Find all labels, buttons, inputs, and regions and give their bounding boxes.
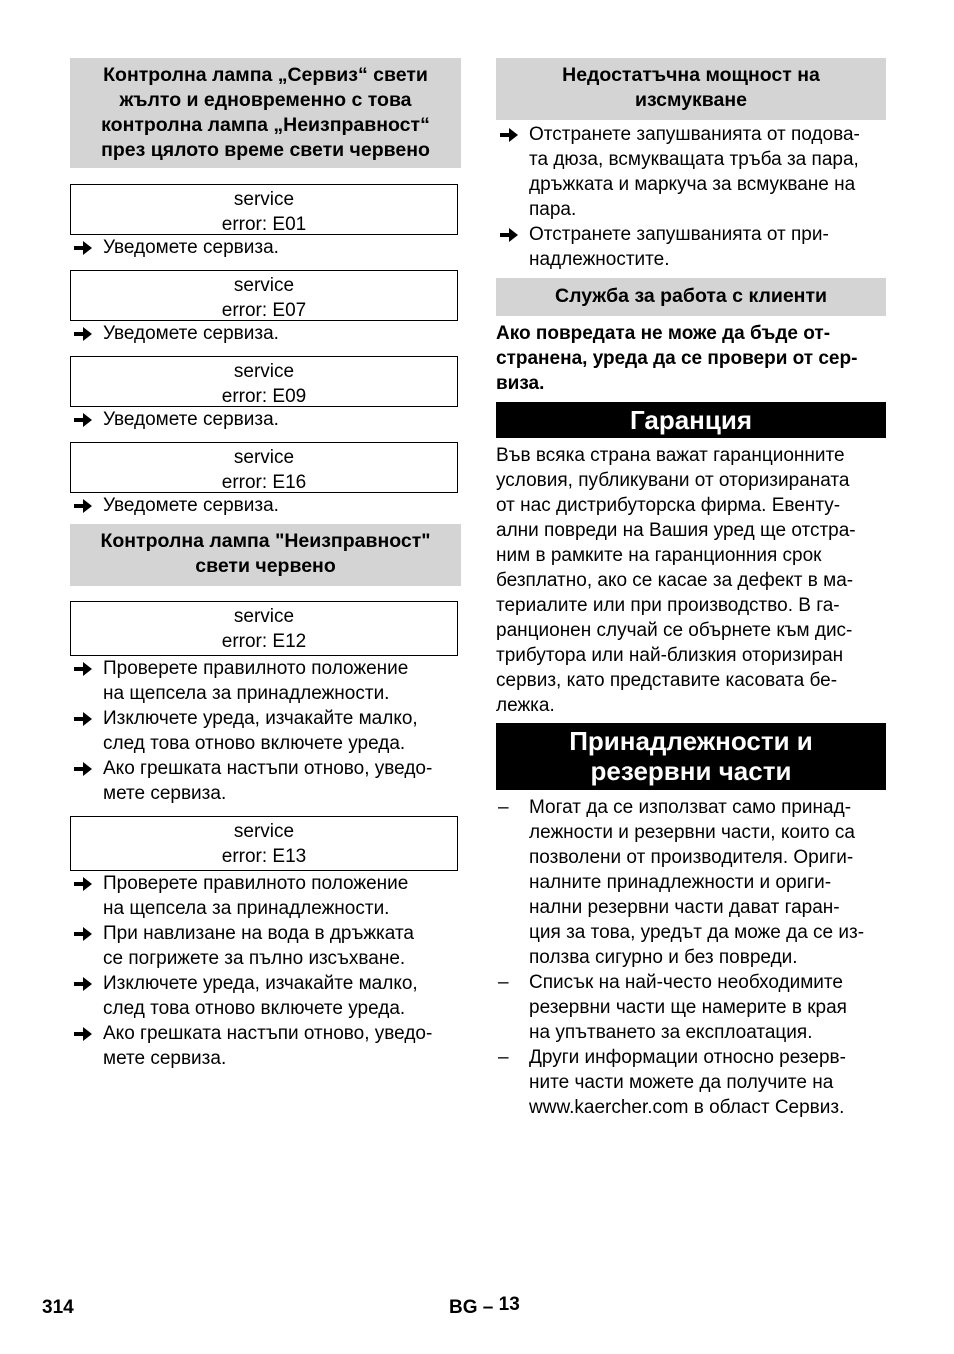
heading-line: изсмукване: [634, 89, 747, 111]
list-item: [496, 795, 886, 970]
text-line: териалите или при производство. В га-: [496, 595, 840, 616]
arrow-right-icon: [74, 977, 92, 991]
heading-line: Контролна лампа „Сервиз“ свети: [103, 64, 428, 86]
list-item: [70, 971, 461, 1021]
step-text: мете сервиза.: [103, 783, 227, 804]
step-text: Уведомете сервиза.: [103, 323, 279, 344]
step-text: Отстранете запушванията от при-: [529, 224, 829, 245]
error-display-e07: [70, 270, 458, 321]
text-line: условия, публикувани от оторизираната: [496, 470, 850, 491]
step-text: Отстранете запушванията от подова-: [529, 124, 860, 145]
step-text: Уведомете сервиза.: [103, 495, 279, 516]
error-display-e12: [70, 601, 458, 656]
display-service-text: service: [233, 821, 295, 842]
heading-line: Гаранция: [629, 405, 753, 435]
text-line: лежности и резервни части, които са: [529, 822, 855, 843]
step-text: Ако грешката настъпи отново, уведо-: [103, 1023, 433, 1044]
warranty-text: [496, 443, 886, 718]
text-line: налните принадлежности и ориги-: [529, 872, 832, 893]
display-error-code: error: E07: [221, 300, 307, 321]
page-number: 314: [42, 1297, 74, 1318]
right-column: [496, 58, 886, 1120]
arrow-right-icon: [74, 499, 92, 513]
error-display-e16: [70, 442, 458, 493]
step-text: та дюза, всмукващата тръба за пара,: [529, 149, 859, 170]
text-line: позволени от производителя. Ориги-: [529, 847, 854, 868]
display-error-code: error: E16: [221, 472, 307, 493]
heading-line: свети червено: [195, 555, 336, 577]
step-text: надлежностите.: [529, 249, 670, 270]
arrow-right-icon: [74, 662, 92, 676]
customer-service-note: [496, 321, 886, 396]
list-item: [70, 407, 461, 432]
heading-line: контролна лампа „Неизправност“: [101, 114, 430, 136]
arrow-right-icon: [74, 413, 92, 427]
display-error-code: error: E13: [221, 846, 307, 867]
text-line: www.kaercher.com в област Сервиз.: [529, 1097, 845, 1118]
list-item: [70, 321, 461, 346]
display-error-code: error: E09: [221, 386, 307, 407]
step-text: Изключете уреда, изчакайте малко,: [103, 708, 418, 729]
text-line: на упътването за експлоатация.: [529, 1022, 813, 1043]
text-line: Списък на най-често необходимите: [529, 972, 843, 993]
display-service-text: service: [233, 447, 295, 468]
footer-dash: –: [482, 1297, 494, 1318]
heading-line: жълто и едновременно с това: [119, 89, 412, 111]
list-item: [496, 970, 886, 1045]
arrow-right-icon: [74, 762, 92, 776]
arrow-right-icon: [74, 927, 92, 941]
step-text: Ако грешката настъпи отново, уведо-: [103, 758, 433, 779]
arrow-right-icon: [74, 1027, 92, 1041]
step-text: При навлизане на вода в дръжката: [103, 923, 414, 944]
left-column: [70, 58, 461, 1071]
heading-line: Контролна лампа "Неизправност": [100, 530, 431, 552]
display-service-text: service: [233, 606, 295, 627]
section-heading-customer-service: [496, 278, 886, 316]
step-text: мете сервиза.: [103, 1048, 227, 1069]
text-line: ползва сигурно и без повреди.: [529, 947, 798, 968]
text-line: Могат да се използват само принад-: [529, 797, 852, 818]
accessories-heading: [496, 723, 886, 790]
list-item: [496, 222, 886, 272]
text-line: ални повреди на Вашия уред ще отстра-: [496, 520, 856, 541]
arrow-right-icon: [74, 327, 92, 341]
display-service-text: service: [233, 361, 295, 382]
text-line: сервиз, като представите касовата бе-: [496, 670, 838, 691]
heading-line: Служба за работа с клиенти: [555, 285, 827, 307]
step-text: се погрижете за пълно изсъхване.: [103, 948, 406, 969]
heading-line: Принадлежности и: [569, 726, 813, 756]
list-item: [70, 871, 461, 921]
display-error-code: error: E01: [221, 214, 307, 235]
heading-line: през цялото време свети червено: [101, 139, 430, 161]
text-line: странена, уреда да се провери от сер-: [496, 348, 858, 369]
step-text: Уведомете сервиза.: [103, 409, 279, 430]
text-line: виза.: [496, 373, 545, 394]
section-page-number: 13: [498, 1294, 520, 1315]
list-item: [70, 1021, 461, 1071]
list-item: [70, 756, 461, 806]
arrow-right-icon: [500, 228, 518, 242]
step-text: Уведомете сервиза.: [103, 237, 279, 258]
list-item: [496, 122, 886, 222]
display-service-text: service: [233, 275, 295, 296]
step-text: на щепсела за принадлежности.: [103, 683, 390, 704]
footer-section-label: [449, 1294, 520, 1319]
list-item: [70, 656, 461, 706]
step-text: след това отново включете уреда.: [103, 998, 406, 1019]
text-line: трибутора или най-близкия оторизиран: [496, 645, 844, 666]
heading-line: Недостатъчна мощност на: [562, 64, 820, 86]
text-line: лежка.: [496, 695, 555, 716]
section-heading-fault-lamp: [70, 524, 461, 586]
heading-line: резервни части: [590, 756, 792, 786]
error-display-e01: [70, 184, 458, 235]
text-line: безплатно, ако се касае за дефект в ма-: [496, 570, 854, 591]
step-text: дръжката и маркуча за всмукване на: [529, 174, 856, 195]
text-line: Други информации относно резерв-: [529, 1047, 846, 1068]
arrow-right-icon: [74, 241, 92, 255]
section-heading-service-lamp: [70, 58, 461, 168]
text-line: Във всяка страна важат гаранционните: [496, 445, 845, 466]
section-heading-suction-power: [496, 58, 886, 120]
error-display-e09: [70, 356, 458, 407]
display-error-code: error: E12: [221, 631, 307, 652]
step-text: Проверете правилното положение: [103, 658, 409, 679]
text-line: ните части можете да получите на: [529, 1072, 834, 1093]
list-item: [70, 706, 461, 756]
arrow-right-icon: [74, 877, 92, 891]
text-line: Ако повредата не може да бъде от-: [496, 323, 831, 344]
warranty-heading: [496, 402, 886, 438]
text-line: от нас дистрибуторска фирма. Евенту-: [496, 495, 841, 516]
step-text: след това отново включете уреда.: [103, 733, 406, 754]
step-text: на щепсела за принадлежности.: [103, 898, 390, 919]
list-item: [70, 921, 461, 971]
dash-bullet: –: [498, 972, 509, 993]
dash-bullet: –: [498, 797, 509, 818]
list-item: [496, 1045, 886, 1120]
display-service-text: service: [233, 189, 295, 210]
step-text: Изключете уреда, изчакайте малко,: [103, 973, 418, 994]
step-text: Проверете правилното положение: [103, 873, 409, 894]
arrow-right-icon: [74, 712, 92, 726]
language-code: BG: [449, 1297, 478, 1318]
list-item: [70, 235, 461, 260]
error-display-e13: [70, 816, 458, 871]
text-line: нални резервни части дават гаран-: [529, 897, 840, 918]
text-line: ранционен случай се обърнете към дис-: [496, 620, 853, 641]
step-text: пара.: [529, 199, 577, 220]
text-line: ним в рамките на гаранционния срок: [496, 545, 822, 566]
list-item: [70, 493, 461, 518]
arrow-right-icon: [500, 128, 518, 142]
dash-bullet: –: [498, 1047, 509, 1068]
text-line: ция за това, уредът да може да се из-: [529, 922, 865, 943]
text-line: резервни части ще намерите в края: [529, 997, 847, 1018]
